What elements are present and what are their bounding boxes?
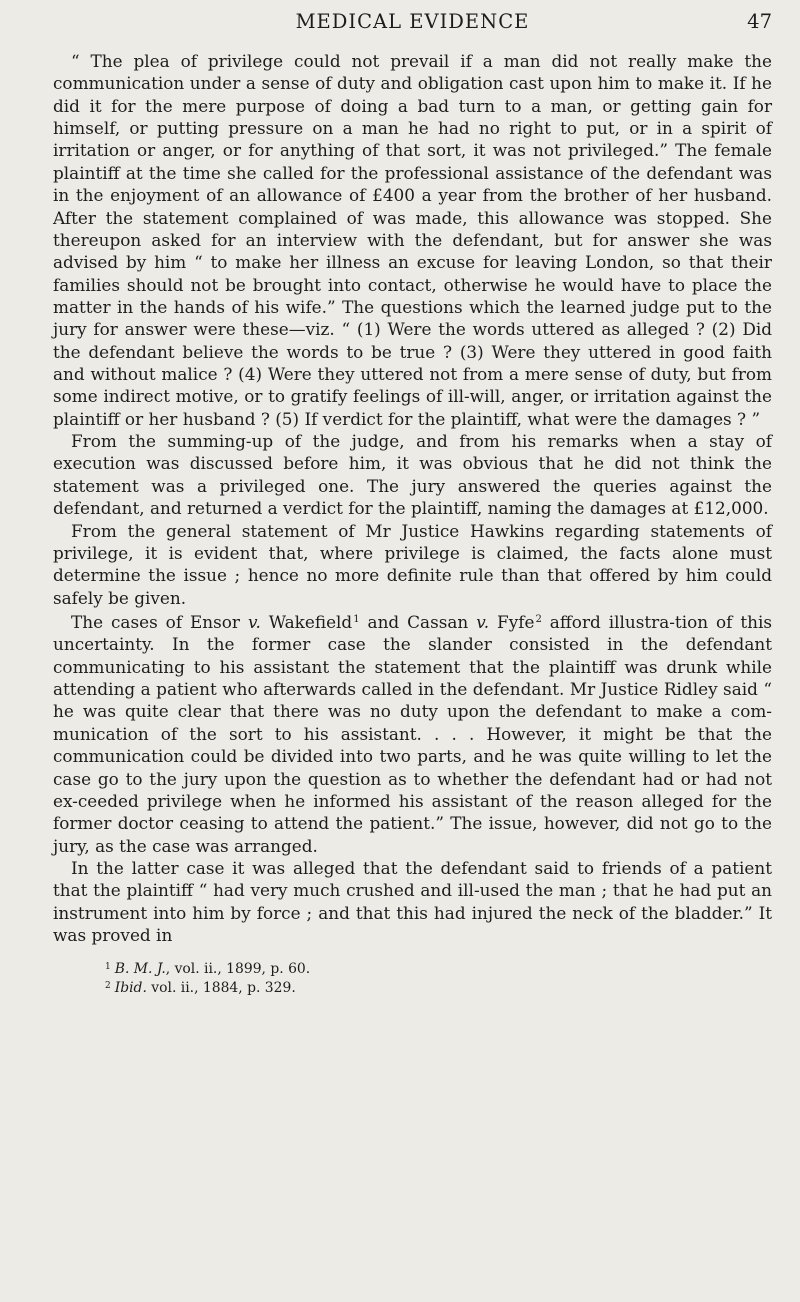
page-number: 47 (747, 10, 772, 33)
text-span: In the latter case it was alleged that the defendant said to friends of a patient that the plaintiff “ had very much crushed and ill-used the man ; that he had put an instrument into him by force ; and that this had injured the neck of the bladder.” It was proved in (53, 857, 772, 946)
paragraph-3 (53, 520, 772, 609)
versus-italic: v. (476, 611, 490, 632)
footnote-text: vol. ii., 1884, p. 329. (146, 980, 296, 997)
text-span: Fyfe (489, 611, 535, 632)
text-span: From the summing-up of the judge, and from his remarks when a stay of execution was discussed before him, it was obvious that he did not think the statement was a privileged one. The jury answered the queries against the defendant, and returned a verdict for the plaintiff, naming the damages at £12,000. (53, 431, 772, 519)
text-span: From the general statement of Mr Justice Hawkins regarding statements of privilege, it is evident that, where privilege is claimed, the facts alone must determine the issue ; hence no more definite rule than that offered by him could safely be given. (53, 520, 772, 608)
footnote-1 (105, 959, 772, 978)
running-head (53, 10, 772, 50)
text-span: The cases of Ensor (71, 611, 248, 632)
text-span: “ The plea of privilege could not prevail if a man did not really make the communication under a sense of duty and obligation cast upon him to make it. If he did it for the mere purpose of doing a bad turn to a man, or getting gain for himself, or putting pressure on a man he had no right to put, or in a spirit of irritation or anger, or for anything of that sort, it was not privileged.” The female plaintiff at the time she called for the professional assistance of the defendant was in the enjoyment of an allowance of £400 a year from the brother of her husband. After the statement complained of was made, this allowance was stopped. She thereupon asked for an interview with the defendant, but for answer she was advised by him “ to make her illness an excuse for leaving London, so that their families should not be brought into contact, otherwise he would have to place the matter in the hands of his wife.” The questions which the learned judge put to the jury for answer were these—viz. “ (1) Were the words uttered as alleged ? (2) Did the defendant believe the words to be true ? (3) Were they uttered in good faith and without malice ? (4) Were they uttered not from a mere sense of duty, but from some indirect motive, or to gratify feelings of ill-will, anger, or irritation against the plaintiff or her husband ? (5) If verdict for the plaintiff, what were the damages ? ” (53, 51, 772, 429)
footnote-2 (105, 978, 772, 997)
footnote-number: 2 (105, 981, 111, 992)
text-span: and Cassan (359, 611, 477, 632)
paragraph-4 (53, 609, 772, 857)
running-title: MEDICAL EVIDENCE (295, 10, 530, 33)
footnote-source: Ibid. (114, 980, 147, 997)
paragraph-1 (53, 50, 772, 430)
footnote-number: 1 (105, 962, 111, 973)
paragraph-2 (53, 430, 772, 519)
text-span: Wakefield (260, 611, 353, 632)
versus-italic: v. (247, 611, 261, 632)
text-span: afford illustra-tion of this uncertainty. In the former case the slander consisted in the defendant communicating to his assistant the statement that the plaintiff was drunk while attending a patient who afterwards called in the defendant. Mr Justice Ridley said “ he was quite clear that there was no duty upon the defendant to make a com-munication of the sort to his assistant. . . . However, it might be that the communication could be divided into two parts, and he was quite willing to let the case go to the jury upon the question as to whether the defendant had or had not ex-ceeded privilege when he informed his assistant of the reason alleged for the former doctor ceasing to attend the patient.” The issue, however, did not go to the jury, as the case was arranged. (53, 611, 773, 856)
paragraph-5 (53, 857, 772, 946)
footnotes (53, 959, 772, 997)
body-text (53, 50, 772, 946)
footnote-ref-1: 1 (353, 613, 360, 625)
footnote-ref-2: 2 (535, 613, 542, 625)
footnote-text: , vol. ii., 1899, p. 60. (165, 961, 311, 978)
footnote-source: B. M. J. (114, 961, 166, 978)
